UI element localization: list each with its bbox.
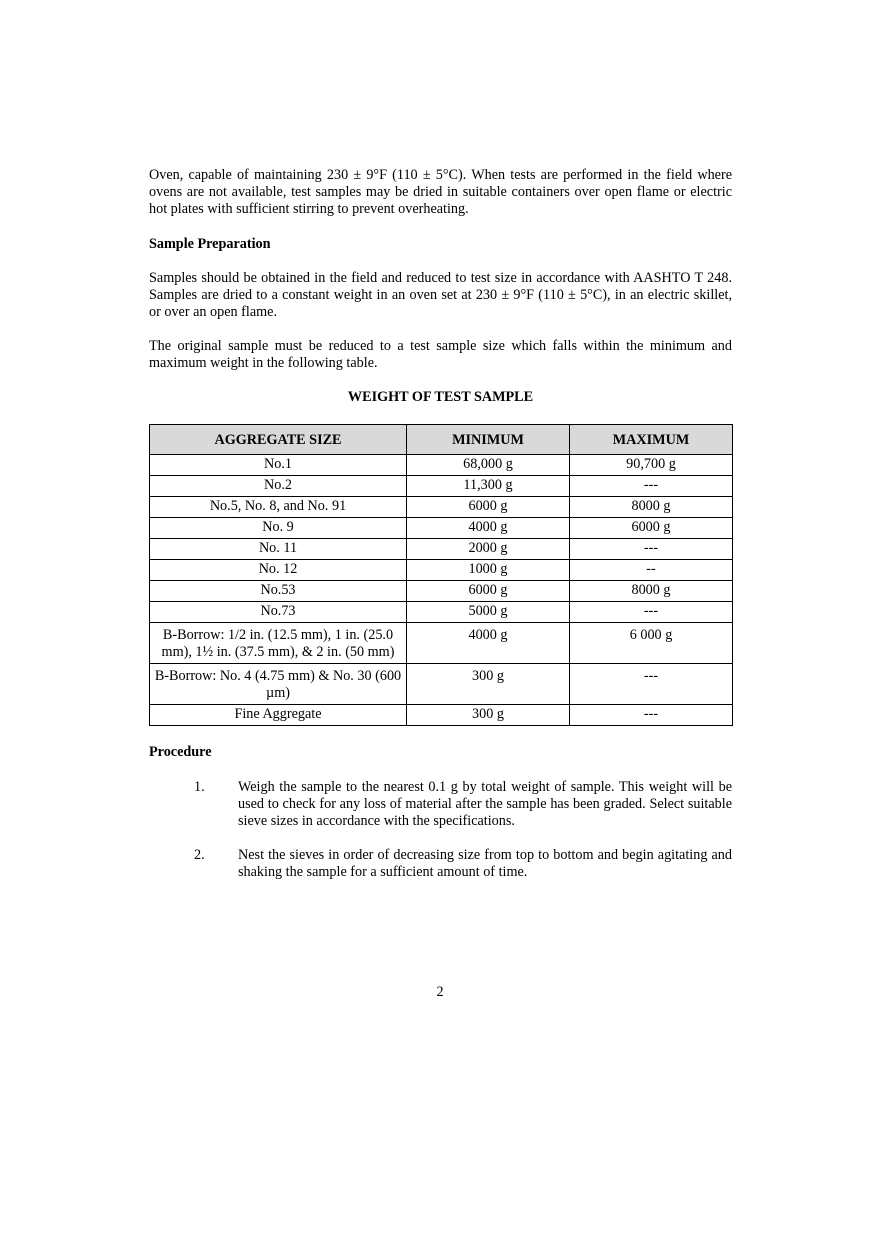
cell-minimum: 5000 g (407, 602, 570, 623)
cell-aggregate-size: No.2 (150, 476, 407, 497)
weight-of-test-sample-table (149, 424, 733, 726)
procedure-steps (149, 779, 732, 881)
cell-maximum: --- (570, 476, 733, 497)
cell-maximum: 8000 g (570, 581, 733, 602)
procedure-step (149, 779, 732, 830)
table-row (150, 476, 733, 497)
cell-minimum: 300 g (407, 705, 570, 726)
cell-maximum: --- (570, 705, 733, 726)
cell-minimum: 6000 g (407, 581, 570, 602)
table-row (150, 455, 733, 476)
cell-aggregate-size: B-Borrow: 1/2 in. (12.5 mm), 1 in. (25.0 mm), 1½ in. (37.5 mm), & 2 in. (50 mm) (150, 623, 407, 664)
cell-aggregate-size: No.53 (150, 581, 407, 602)
cell-maximum: 6000 g (570, 518, 733, 539)
cell-maximum: --- (570, 539, 733, 560)
cell-maximum: -- (570, 560, 733, 581)
cell-maximum: 90,700 g (570, 455, 733, 476)
cell-maximum: 8000 g (570, 497, 733, 518)
cell-aggregate-size: Fine Aggregate (150, 705, 407, 726)
header-maximum: MAXIMUM (570, 425, 733, 455)
reduction-paragraph: The original sample must be reduced to a test sample size which falls within the minimum and maximum weight in the following table. (149, 338, 732, 371)
header-aggregate-size: AGGREGATE SIZE (150, 425, 407, 455)
step-number: 2. (194, 847, 205, 863)
cell-aggregate-size: No.73 (150, 602, 407, 623)
table-row (150, 518, 733, 539)
cell-minimum: 6000 g (407, 497, 570, 518)
sample-preparation-heading: Sample Preparation (149, 236, 271, 252)
table-row (150, 539, 733, 560)
cell-minimum: 4000 g (407, 518, 570, 539)
cell-aggregate-size: No. 9 (150, 518, 407, 539)
cell-minimum: 11,300 g (407, 476, 570, 497)
table-row (150, 602, 733, 623)
procedure-step (149, 847, 732, 881)
page-number: 2 (436, 984, 444, 1000)
step-text: Nest the sieves in order of decreasing size from top to bottom and begin agitating and shaking the sample for a sufficient amount of time. (238, 847, 732, 880)
cell-minimum: 2000 g (407, 539, 570, 560)
cell-maximum: --- (570, 664, 733, 705)
cell-maximum: --- (570, 602, 733, 623)
document-body (149, 167, 732, 898)
table-row (150, 560, 733, 581)
procedure-heading: Procedure (149, 744, 212, 760)
cell-minimum: 1000 g (407, 560, 570, 581)
cell-maximum: 6 000 g (570, 623, 733, 664)
cell-aggregate-size: No.5, No. 8, and No. 91 (150, 497, 407, 518)
cell-minimum: 68,000 g (407, 455, 570, 476)
table-header-row (150, 425, 733, 455)
cell-aggregate-size: No. 12 (150, 560, 407, 581)
step-number: 1. (194, 779, 205, 795)
table-row (150, 581, 733, 602)
table-title: WEIGHT OF TEST SAMPLE (347, 389, 534, 405)
cell-aggregate-size: B-Borrow: No. 4 (4.75 mm) & No. 30 (600 µm) (150, 664, 407, 705)
table-row (150, 664, 733, 705)
header-minimum: MINIMUM (407, 425, 570, 455)
cell-aggregate-size: No. 11 (150, 539, 407, 560)
step-text: Weigh the sample to the nearest 0.1 g by total weight of sample. This weight will be used to check for any loss of material after the sample has been graded. Select suitable sieve sizes in accordance with the specifications. (238, 779, 732, 829)
sample-preparation-paragraph: Samples should be obtained in the field and reduced to test size in accordance with AASHTO T 248. Samples are dried to a constant weight in an oven set at 230 ± 9°F (110 ± 5°C), in an electric skillet, or over an open flame. (149, 270, 732, 320)
table-row (150, 623, 733, 664)
cell-minimum: 300 g (407, 664, 570, 705)
table-row (150, 497, 733, 518)
table-row (150, 705, 733, 726)
cell-minimum: 4000 g (407, 623, 570, 664)
cell-aggregate-size: No.1 (150, 455, 407, 476)
intro-paragraph: Oven, capable of maintaining 230 ± 9°F (110 ± 5°C). When tests are performed in the field where ovens are not available, test samples may be dried in suitable containers over open flame or electric hot plates with sufficient stirring to prevent overheating. (149, 167, 732, 217)
